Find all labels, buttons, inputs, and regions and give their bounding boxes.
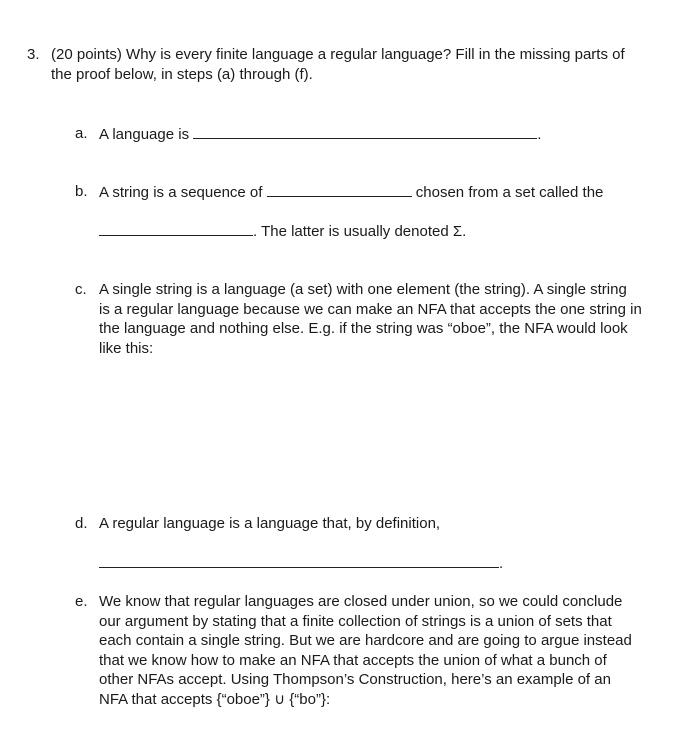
part-c-line: is a regular language because we can make an NFA that accepts the one string in [99, 300, 642, 318]
part-e-line: NFA that accepts {“oboe”} ∪ {“bo”}: [99, 690, 331, 708]
part-c-line: like this: [99, 339, 154, 357]
part-b-label: b. [75, 183, 88, 200]
question-line-1: (20 points) Why is every finite language a regular language? Fill in the missing parts of [51, 46, 625, 63]
part-a-text: A language is [99, 126, 190, 143]
part-c-label: c. [75, 281, 87, 298]
part-c-line: the language and nothing else. E.g. if the string was “oboe”, the NFA would look [99, 320, 628, 338]
part-a-end: . [537, 126, 542, 143]
part-d-end: . [499, 555, 504, 572]
question-number: 3. [27, 46, 40, 63]
part-e-line: that we know how to make an NFA that accepts the union of what a bunch of [99, 651, 607, 669]
part-c-line: A single string is a language (a set) with one element (the string). A single string [99, 281, 627, 298]
part-b-text-3: . The latter is usually denoted Σ. [253, 223, 467, 240]
part-d-row-2 [99, 553, 503, 574]
part-a-blank[interactable] [193, 124, 537, 139]
part-e-line: We know that regular languages are closed under union, so we could conclude [99, 593, 623, 610]
part-c-paragraph [99, 280, 659, 358]
part-d-blank[interactable] [99, 553, 499, 568]
part-e-paragraph [99, 592, 669, 710]
part-a-label: a. [75, 125, 88, 142]
part-e-label: e. [75, 593, 88, 610]
part-e-line: our argument by stating that a finite collection of strings is a union of sets that [99, 612, 612, 630]
part-b-blank-1[interactable] [267, 182, 412, 197]
part-e-line: each contain a single string. But we are hardcore and are going to argue instead [99, 632, 632, 650]
part-a-row [99, 124, 541, 145]
question-line-2: the proof below, in steps (a) through (f). [51, 66, 313, 83]
part-b-blank-2[interactable] [99, 221, 253, 236]
part-b-text-1: A string is a sequence of [99, 184, 263, 201]
part-b-row-1 [99, 182, 603, 203]
part-b-row-2 [99, 221, 466, 242]
part-d-label: d. [75, 515, 88, 532]
part-d-text: A regular language is a language that, by definition, [99, 515, 441, 532]
part-b-text-2: chosen from a set called the [415, 184, 604, 201]
part-e-line: other NFAs accept. Using Thompson’s Construction, here’s an example of an [99, 671, 611, 689]
